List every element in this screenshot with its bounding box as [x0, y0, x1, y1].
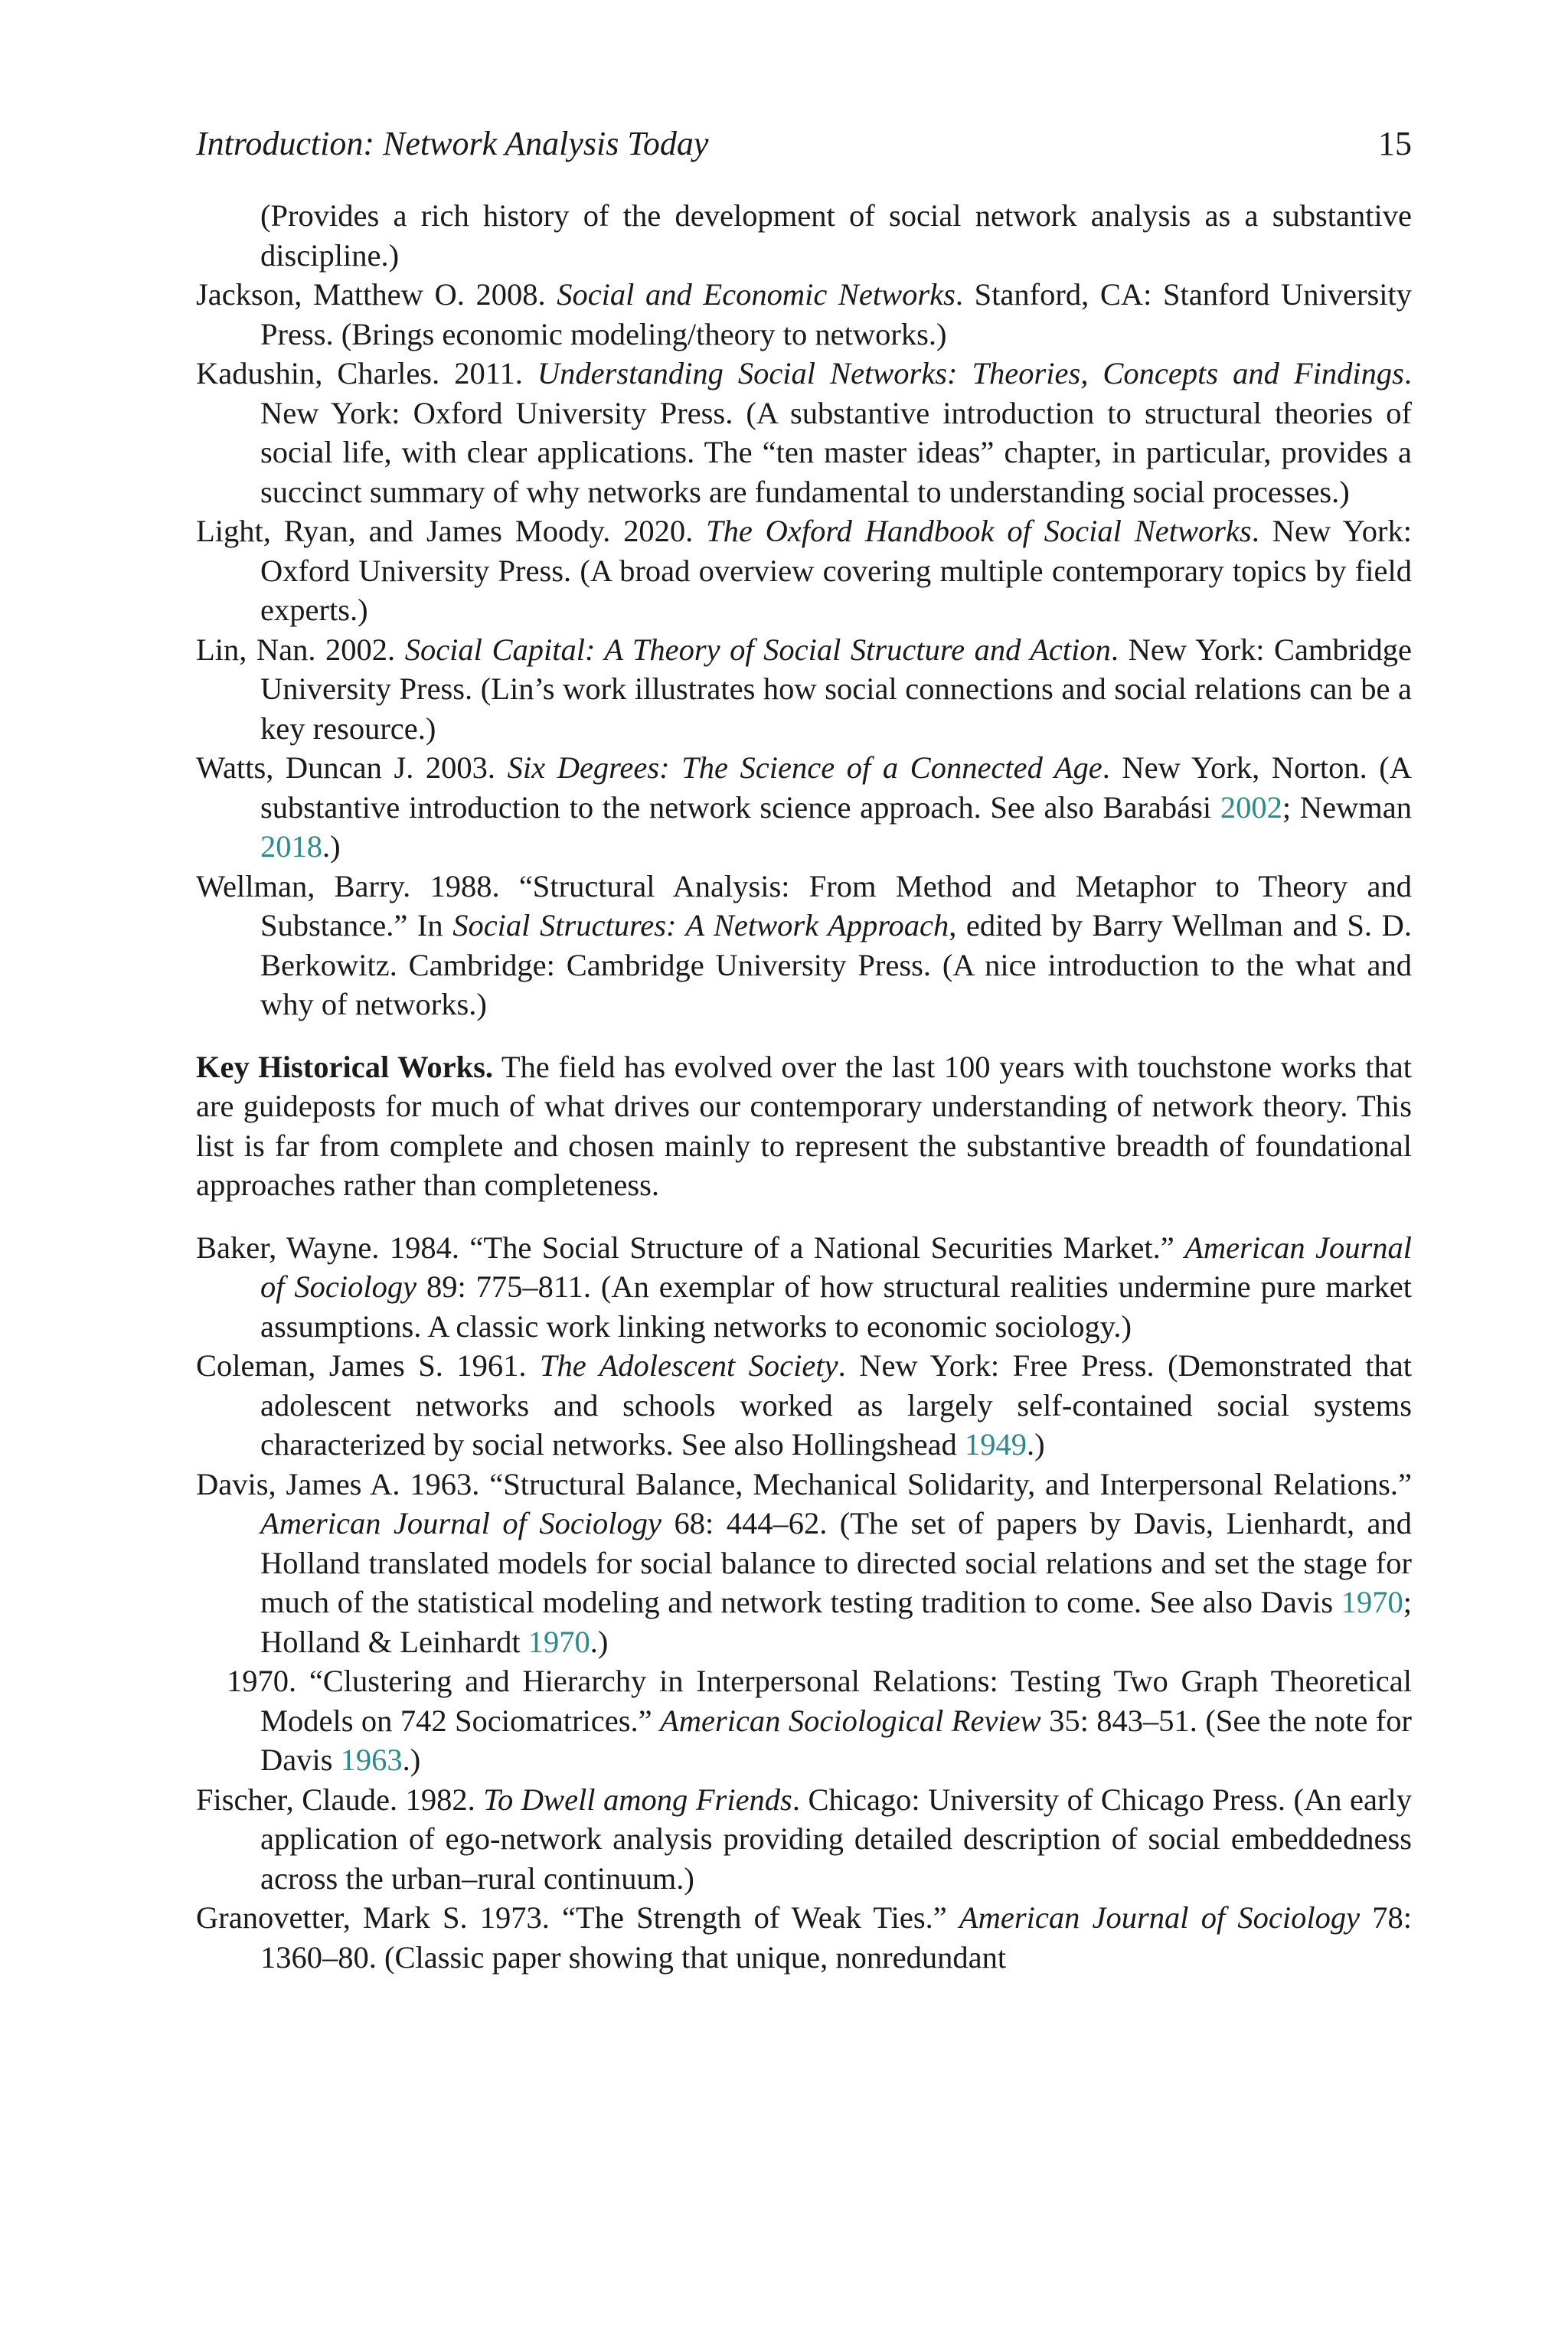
- citation-link-hollingshead-1949[interactable]: 1949: [964, 1427, 1027, 1462]
- citation-link-davis-1963[interactable]: 1963: [340, 1743, 403, 1777]
- reference-entry-coleman: [196, 1346, 1412, 1465]
- citation-link-barabasi-2002[interactable]: 2002: [1220, 789, 1282, 825]
- reference-author: Baker, Wayne. 1984. “The Social Structure of a National Securities Market.”: [196, 1230, 1185, 1265]
- reference-title: Social Capital: A Theory of Social Structure and Action: [404, 632, 1111, 667]
- reference-title: Social and Economic Networks: [557, 277, 956, 312]
- reference-details: 89: 775–811. (An exemplar of how structural realities undermine pure market assumptions. A classic work linking networks to economic sociology.): [260, 1269, 1412, 1344]
- reference-title: American Sociological Review: [659, 1703, 1041, 1738]
- reference-author: Coleman, James S. 1961.: [196, 1348, 541, 1383]
- reference-details: . New York: Oxford University Press. (A broad overview covering multiple contemporary topics by field experts.): [260, 514, 1412, 627]
- reference-author: Light, Ryan, and James Moody. 2020.: [196, 514, 707, 548]
- paragraph-text: The field has evolved over the last 100 years with touchstone works that are guideposts for much of what drives our contemporary understanding of network theory. This list is far from complete and chosen mainly to represent the substantive breadth of foundational approaches rather than completeness.: [196, 1049, 1413, 1202]
- reference-details: . Stanford, CA: Stanford University Press. (Brings economic modeling/theory to networks.): [260, 277, 1412, 351]
- citation-link-newman-2018[interactable]: 2018: [260, 829, 322, 864]
- reference-title: American Journal of Sociology: [260, 1506, 662, 1540]
- reference-details: . New York: Free Press. (Demonstrated that adolescent networks and schools worked as largely self-contained social systems characterized by social networks. See also Hollingshead: [260, 1348, 1412, 1462]
- reference-title: American Journal of Sociology: [260, 1230, 1412, 1304]
- reference-text: (Provides a rich history of the development of social network analysis as a substantive discipline.): [260, 198, 1412, 273]
- reference-title: Six Degrees: The Science of a Connected Age: [507, 750, 1102, 785]
- reference-details: . New York: Cambridge University Press. (Lin’s work illustrates how social connections and social relations can be a key resource.): [260, 632, 1413, 746]
- reference-author: Fischer, Claude. 1982.: [196, 1782, 484, 1817]
- reference-details: 35: 843–51. (See the note for Davis: [260, 1703, 1412, 1777]
- reference-title: The Adolescent Society: [540, 1348, 838, 1383]
- reference-title: Understanding Social Networks: Theories, Concepts and Findings: [537, 356, 1404, 390]
- reference-author: Watts, Duncan J. 2003.: [196, 750, 508, 785]
- reference-title: American Journal of Sociology: [959, 1900, 1361, 1935]
- page: [196, 121, 1412, 1977]
- page-number: 15: [1378, 125, 1412, 162]
- reference-entry-watts: [196, 748, 1412, 867]
- reference-title: The Oxford Handbook of Social Networks: [706, 514, 1252, 548]
- reference-details: , edited by Barry Wellman and S. D. Berkowitz. Cambridge: Cambridge University Press. (A nice introduction to the what and why of networks.): [260, 908, 1412, 1021]
- reference-title: To Dwell among Friends: [483, 1782, 792, 1817]
- citation-link-holland-1970[interactable]: 1970: [528, 1624, 590, 1659]
- reference-entry-davis-1970: [196, 1661, 1412, 1780]
- reference-details: .): [402, 1743, 421, 1777]
- reference-author: Lin, Nan. 2002.: [196, 632, 405, 667]
- reference-continuation: [196, 196, 1412, 275]
- reference-details: .): [590, 1624, 609, 1659]
- reference-title: Social Structures: A Network Approach: [452, 908, 949, 942]
- reference-author: 1970. “Clustering and Hierarchy in Interpersonal Relations: Testing Two Graph Theoretical Models on 742 Sociomatrices.”: [227, 1664, 1412, 1738]
- reference-entry-wellman: [196, 867, 1412, 1024]
- running-title: Introduction: Network Analysis Today: [196, 125, 709, 162]
- section-lead-heading: Key Historical Works.: [196, 1049, 493, 1084]
- reference-details: . New York, Norton. (A substantive introduction to the network science approach. See also Barabási: [260, 750, 1413, 825]
- reference-details: ; Newman: [1282, 789, 1412, 825]
- reference-author: Granovetter, Mark S. 1973. “The Strength of Weak Ties.”: [196, 1900, 959, 1935]
- reference-author: Kadushin, Charles. 2011.: [196, 356, 537, 390]
- reference-details: . Chicago: University of Chicago Press. (An early application of ego-network analysis providing detailed description of social embeddedness across the urban–rural continuum.): [260, 1782, 1412, 1896]
- reference-entry-baker: [196, 1228, 1412, 1347]
- reference-entry-granovetter: [196, 1898, 1412, 1977]
- reference-author: Wellman, Barry. 1988. “Structural Analysis: From Method and Metaphor to Theory and Substance.” In: [196, 868, 1412, 942]
- reference-details: .): [1026, 1427, 1045, 1462]
- reference-details: 68: 444–62. (The set of papers by Davis, Lienhardt, and Holland translated models for social balance to directed social relations and set the stage for much of the statistical modeling and network testing tradition to come. See also Davis: [260, 1506, 1412, 1619]
- reference-details: 78: 1360–80. (Classic paper showing that unique, nonredundant: [260, 1900, 1412, 1975]
- reference-details: .): [322, 829, 341, 864]
- reference-details: ; Holland & Leinhardt: [260, 1585, 1412, 1659]
- reference-entry-light: [196, 511, 1412, 630]
- reference-entry-fischer: [196, 1780, 1412, 1899]
- key-historical-works-paragraph: [196, 1047, 1412, 1205]
- reference-details: . New York: Oxford University Press. (A substantive introduction to structural theories of social life, with clear applications. The “ten master ideas” chapter, in particular, provides a succinct summary of why networks are fundamental to understanding social processes.): [260, 356, 1413, 509]
- reference-entry-jackson: [196, 275, 1412, 354]
- reference-author: Davis, James A. 1963. “Structural Balance, Mechanical Solidarity, and Interpersonal Relations.”: [196, 1466, 1412, 1501]
- citation-link-davis-1970[interactable]: 1970: [1341, 1585, 1403, 1619]
- reference-entry-davis-1963: [196, 1465, 1412, 1662]
- reference-author: Jackson, Matthew O. 2008.: [196, 277, 557, 312]
- reference-entry-lin: [196, 630, 1412, 749]
- running-header: [196, 121, 1412, 167]
- reference-entry-kadushin: [196, 354, 1412, 511]
